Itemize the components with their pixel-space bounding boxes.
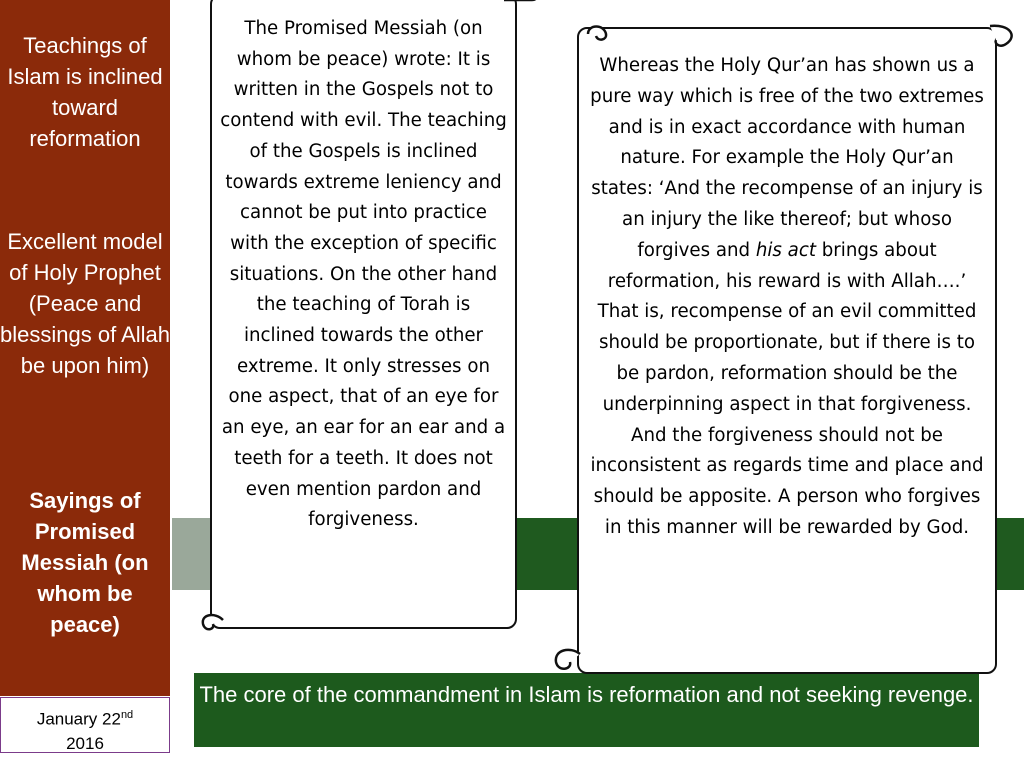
sidebar-item-excellent-model: Excellent model of Holy Prophet (Peace and blessings of Allah be upon him) (0, 229, 170, 378)
scroll-right-text-before: Whereas the Holy Qur’an has shown us a pure way which is free of the two extremes and is in exact accordance with human nature. For example the Holy Qur’an states: ‘And the recompense of an injury is an injury the like thereof; but whoso forgives and (590, 55, 984, 261)
scroll-quote-left (210, 0, 517, 629)
scroll-curl-icon (582, 22, 1022, 62)
scroll-right-text-after: brings about reformation, his reward is with Allah….’ That is, recompense of an evil committed should be proportionate, but if there is to be pardon, reformation should be the underpinning aspect in that forgiveness. And the forgiveness should not be inconsistent as regards time and place and should be apposite. A person who forgives in this manner will be rewarded by God. (590, 239, 984, 538)
scroll-curl-icon (550, 642, 590, 676)
footer-banner: The core of the commandment in Islam is reformation and not seeking revenge. (194, 673, 979, 747)
scroll-left-text: The Promised Messiah (on whom be peace) wrote: It is written in the Gospels not to contend with evil. The teaching of the Gospels is inclined towards extreme leniency and cannot be put into practice with the exception of specific situations. On the other hand the teaching of Torah is inclined towards the other extreme. It only stresses on one aspect, that of an eye for an eye, an ear for an ear and a teeth for a teeth. It does not even mention pardon and forgiveness. (220, 18, 507, 531)
scroll-right-text-italic: his act (755, 239, 816, 261)
scroll-quote-right (577, 27, 997, 674)
date-suffix: nd (120, 709, 134, 721)
scroll-curl-icon (500, 0, 540, 14)
scroll-curl-icon (195, 606, 235, 636)
sidebar-item-sayings: Sayings of Promised Messiah (on whom be peace) (21, 488, 149, 637)
sidebar-item-teachings: Teachings of Islam is inclined toward reformation (7, 33, 163, 151)
date-day: January 22 (36, 709, 121, 729)
date-year: 2016 (66, 733, 104, 753)
date-box (0, 697, 170, 753)
sidebar (0, 0, 170, 696)
